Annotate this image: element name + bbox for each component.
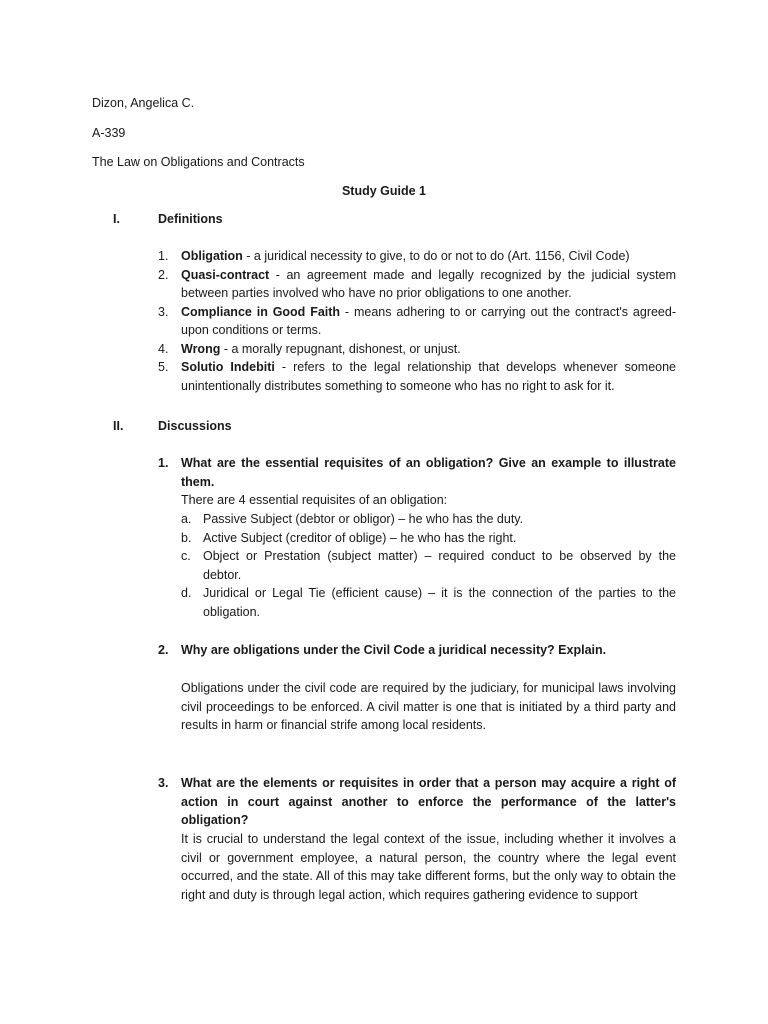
requisites-list [181,510,676,621]
definition-text: - an agreement made and legally recognized by the judicial system between parties involved who have no prior obligations to one another. [181,267,676,300]
question-2 [158,641,676,660]
question-1 [158,454,676,491]
list-letter: b. [181,530,192,545]
definition-term: Wrong [181,341,221,356]
section-number-2: II. [113,419,124,433]
definition-text: - refers to the legal relationship that develops whenever someone unintentionally distributes something to someone who has no right to ask for it. [181,360,677,393]
section-title-definitions: Definitions [158,212,223,226]
question-text: What are the essential requisites of an obligation? Give an example to illustrate them. [181,456,676,489]
answer-2: Obligations under the civil code are required by the judiciary, for municipal laws involving civil proceedings to be enforced. A civil matter is one that is initiated by a third party and results in harm or financial strife among local residents. [181,681,676,732]
definitions-list [158,247,676,395]
question-number: 1. [158,456,169,470]
question-number: 2. [158,643,169,657]
list-number: 3. [158,304,169,319]
definition-item [158,266,676,303]
definition-item [158,247,676,266]
course-title: The Law on Obligations and Contracts [92,155,305,169]
definition-text: - a morally repugnant, dishonest, or unjust. [220,341,461,356]
definition-term: Solutio Indebiti [181,360,275,374]
list-letter: c. [181,549,191,563]
section-number-1: I. [113,212,120,226]
list-letter: d. [181,586,192,600]
list-number: 2. [158,267,169,282]
list-number: 5. [158,360,169,374]
requisite-item [181,510,676,529]
requisite-text: Passive Subject (debtor or obligor) – he who has the duty. [203,512,524,526]
definition-text: - means adhering to or carrying out the contract's agreed-upon conditions or terms. [181,304,677,337]
definition-term: Compliance in Good Faith [181,304,341,319]
section-title-discussions: Discussions [158,419,232,433]
answer-3: It is crucial to understand the legal context of the issue, including whether it involves a civil or government employee, a natural person, the country where the legal event occurred, and the state. All of this may take different forms, but the only way to obtain the right and duty is through legal action, which requires gathering evidence to support [181,832,676,902]
requisite-item [181,584,676,621]
page-title: Study Guide 1 [341,184,427,198]
definition-item [158,303,676,340]
requisite-item [181,547,676,584]
list-number: 1. [158,249,169,263]
question-text: What are the elements or requisites in order that a person may acquire a right of action in court against another to enforce the performance of the latter's obligation? [181,776,676,827]
student-section: A-339 [92,126,126,140]
question-3 [158,774,676,830]
definition-item [158,358,676,395]
definition-term: Obligation [181,249,243,263]
requisite-item [181,529,676,548]
requisite-text: Object or Prestation (subject matter) – required conduct to be observed by the debtor. [203,549,676,582]
definition-text: - a juridical necessity to give, to do or not to do (Art. 1156, Civil Code) [242,249,630,263]
list-letter: a. [181,512,192,526]
requisite-text: Active Subject (creditor of oblige) – he who has the right. [203,530,517,545]
definition-item [158,340,676,359]
list-number: 4. [158,341,169,356]
student-name: Dizon, Angelica C. [92,96,195,110]
definition-term: Quasi-contract [181,267,270,282]
requisite-text: Juridical or Legal Tie (efficient cause) – it is the connection of the parties to the obligation. [203,586,676,619]
question-text: Why are obligations under the Civil Code a juridical necessity? Explain. [181,643,607,657]
answer-1-intro: There are 4 essential requisites of an obligation: [181,493,448,507]
question-number: 3. [158,776,169,790]
